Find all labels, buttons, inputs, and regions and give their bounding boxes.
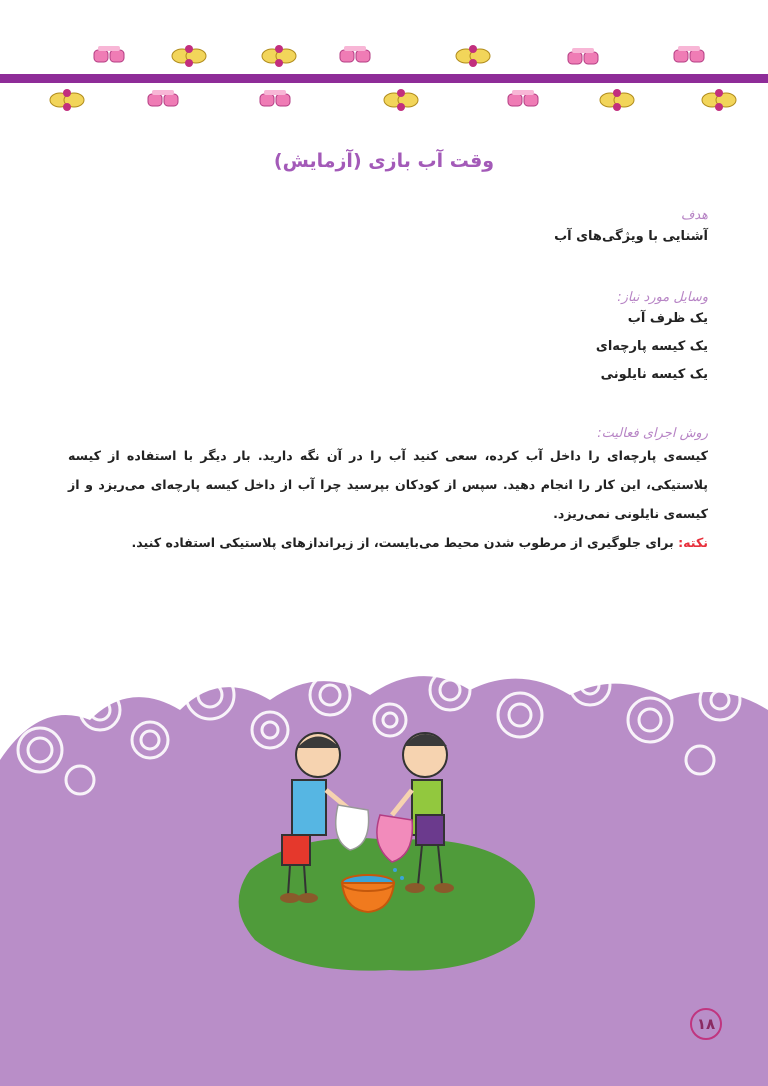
goal-text: آشنایی با ویژگی‌های آب <box>554 229 708 244</box>
method-heading: روش اجرای فعالیت: <box>597 426 708 441</box>
method-paragraph: کیسه‌ی پارچه‌ای را داخل آب کرده، سعی کنید آب را در آن نگه دارید. بار دیگر با استفاده از کیسه پلاستیکی، این کار را انجام دهید. سپس از کودکان بپرسید چرا آب از داخل کیسه پارچه‌ای می‌ریزد و از کیسه‌ی نایلونی نمی‌ریزد. <box>68 448 708 521</box>
material-item: یک کیسه پارچه‌ای <box>595 339 708 354</box>
children-water-illustration <box>0 640 768 1086</box>
goal-section <box>68 208 708 251</box>
material-item: یک کیسه نایلونی <box>600 367 708 382</box>
note-line <box>68 528 708 557</box>
materials-heading: وسایل مورد نیاز: <box>617 290 708 305</box>
decorative-header-band <box>0 0 768 125</box>
note-label: نکته: <box>678 535 708 550</box>
page-title: وقت آب بازی (آزمایش) <box>273 150 495 172</box>
note-text: برای جلوگیری از مرطوب شدن محیط می‌بایست، از زیراندازهای پلاستیکی استفاده کنید. <box>131 535 679 550</box>
method-section <box>68 426 708 557</box>
materials-section <box>68 290 708 389</box>
goal-heading: هدف <box>680 208 708 223</box>
shoe-pattern <box>0 0 768 125</box>
page-number: ۱۸ <box>690 1008 722 1040</box>
material-item: یک ظرف آب <box>627 311 708 326</box>
